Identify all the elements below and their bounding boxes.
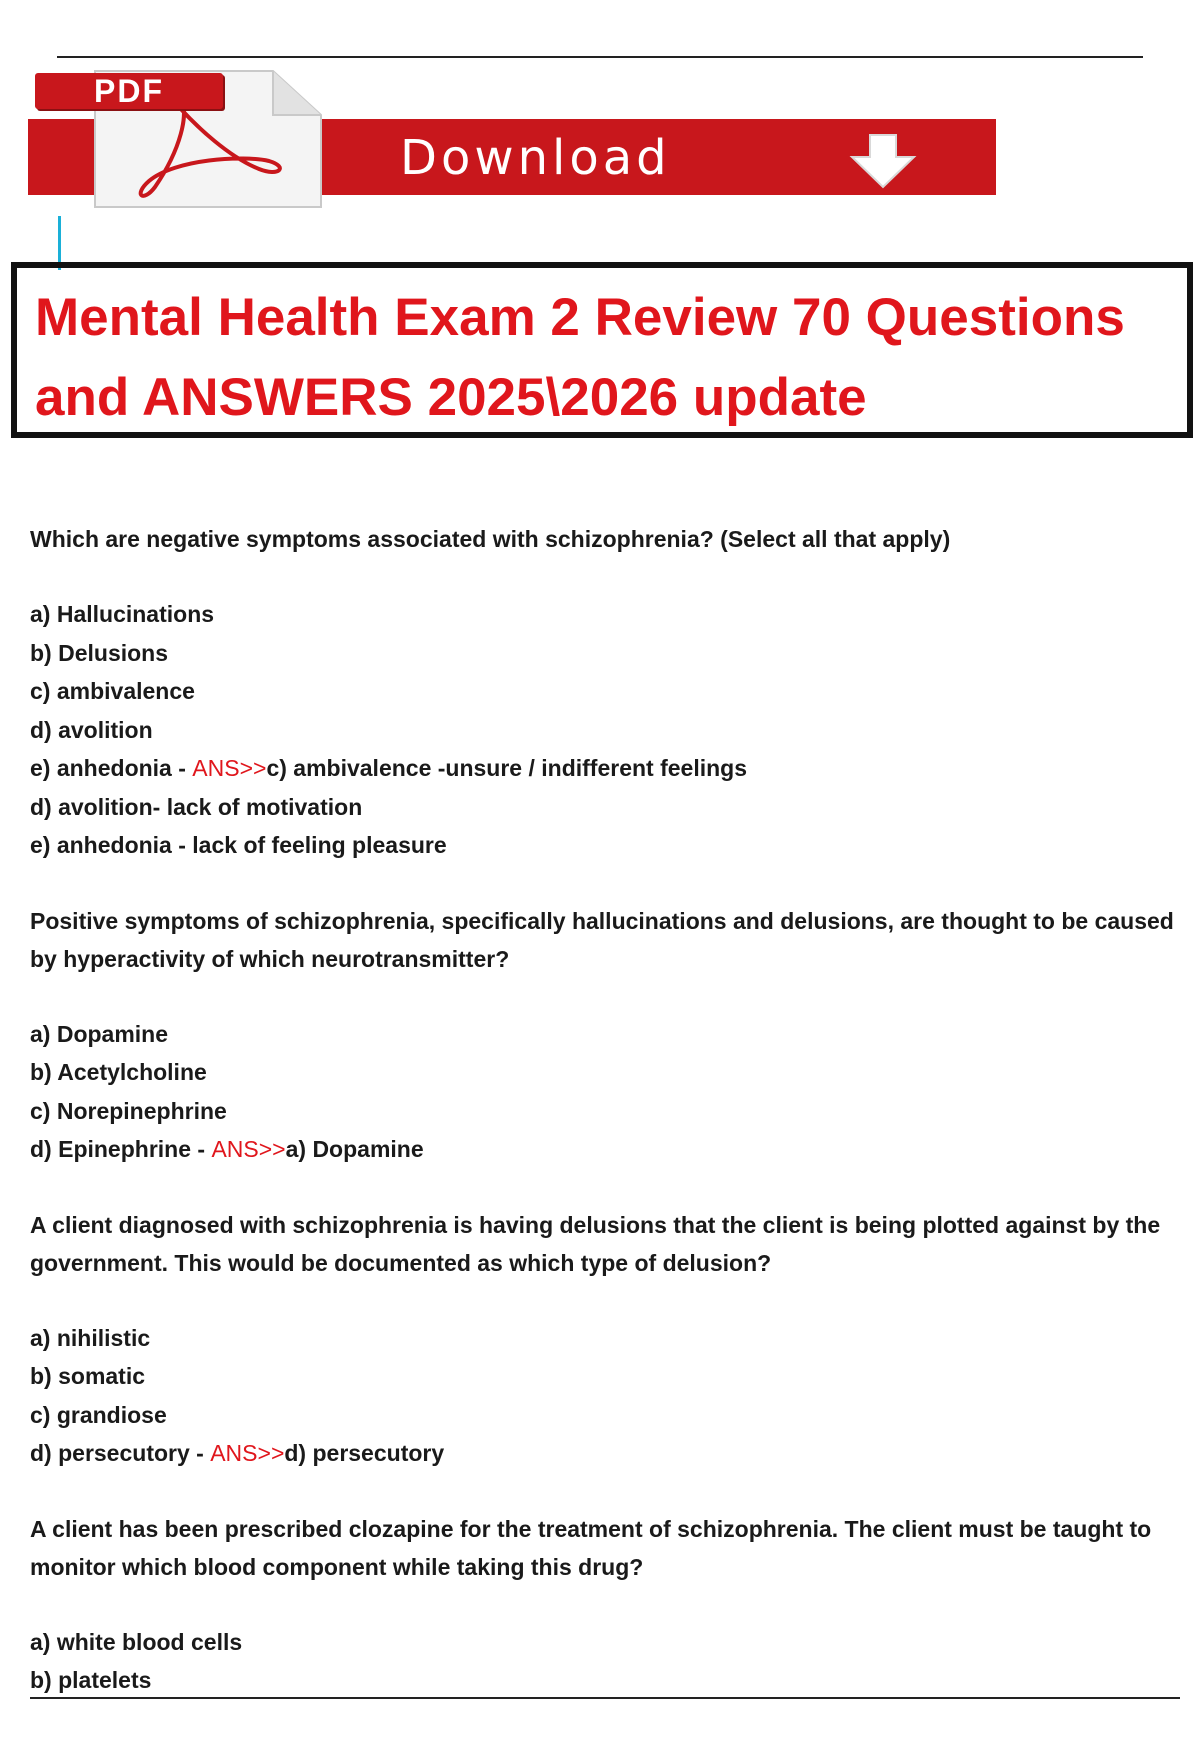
question-text: A client diagnosed with schizophrenia is having delusions that the client is being plotted against by the government. This would be documented as which type of delusion?: [30, 1211, 1161, 1276]
answer-marker: ANS>>: [210, 1440, 285, 1466]
option-item-with-answer: [30, 749, 1180, 788]
option-item: b) somatic: [30, 1363, 146, 1389]
question-text: A client has been prescribed clozapine for the treatment of schizophrenia. The client must be taught to monitor which blood component while taking this drug?: [30, 1515, 1152, 1580]
title-box: [11, 262, 1193, 438]
question-text: Which are negative symptoms associated with schizophrenia? (Select all that apply): [30, 526, 951, 552]
bottom-divider: [30, 1697, 1180, 1699]
answer-text: c) ambivalence -unsure / indifferent feelings: [266, 755, 748, 781]
answer-line: d) avolition- lack of motivation: [30, 793, 363, 820]
option-item: a) nihilistic: [30, 1324, 151, 1351]
answer-marker: ANS>>: [211, 1136, 286, 1162]
download-label[interactable]: Download: [400, 130, 671, 186]
download-arrow-icon[interactable]: [846, 133, 920, 189]
option-text: d) persecutory -: [30, 1440, 211, 1466]
pdf-download-banner[interactable]: [28, 65, 996, 210]
option-item: a) Dopamine: [30, 1020, 169, 1047]
option-item: b) Acetylcholine: [30, 1059, 207, 1085]
option-item-with-answer: [30, 1434, 1180, 1473]
option-item: c) ambivalence: [30, 678, 195, 704]
option-list: [30, 1623, 1180, 1700]
answer-text: a) Dopamine: [285, 1136, 424, 1162]
option-item: b) Delusions: [30, 639, 169, 666]
option-list: [30, 1015, 1180, 1169]
question-list: [30, 520, 1180, 1737]
option-item: c) grandiose: [30, 1401, 167, 1428]
pdf-label: PDF: [35, 73, 223, 109]
option-item: a) Hallucinations: [30, 601, 215, 627]
option-item: b) platelets: [30, 1667, 152, 1693]
question-text: Positive symptoms of schizophrenia, specifically hallucinations and delusions, are thought to be caused by hyperactivity of which neurotransmitter?: [30, 907, 1174, 972]
answer-marker: ANS>>: [192, 755, 267, 781]
option-item-with-answer: [30, 1130, 1180, 1169]
document-title: Mental Health Exam 2 Review 70 Questions and ANSWERS 2025\2026 update: [35, 288, 1125, 427]
option-text: d) Epinephrine -: [30, 1136, 212, 1162]
option-list: [30, 595, 1180, 865]
answer-line: e) anhedonia - lack of feeling pleasure: [30, 832, 447, 858]
option-item: a) white blood cells: [30, 1628, 243, 1655]
option-text: e) anhedonia -: [30, 755, 193, 781]
answer-text: d) persecutory: [284, 1440, 445, 1466]
option-list: [30, 1319, 1180, 1473]
top-divider: [57, 56, 1143, 58]
option-item: c) Norepinephrine: [30, 1097, 227, 1124]
option-item: d) avolition: [30, 716, 153, 743]
